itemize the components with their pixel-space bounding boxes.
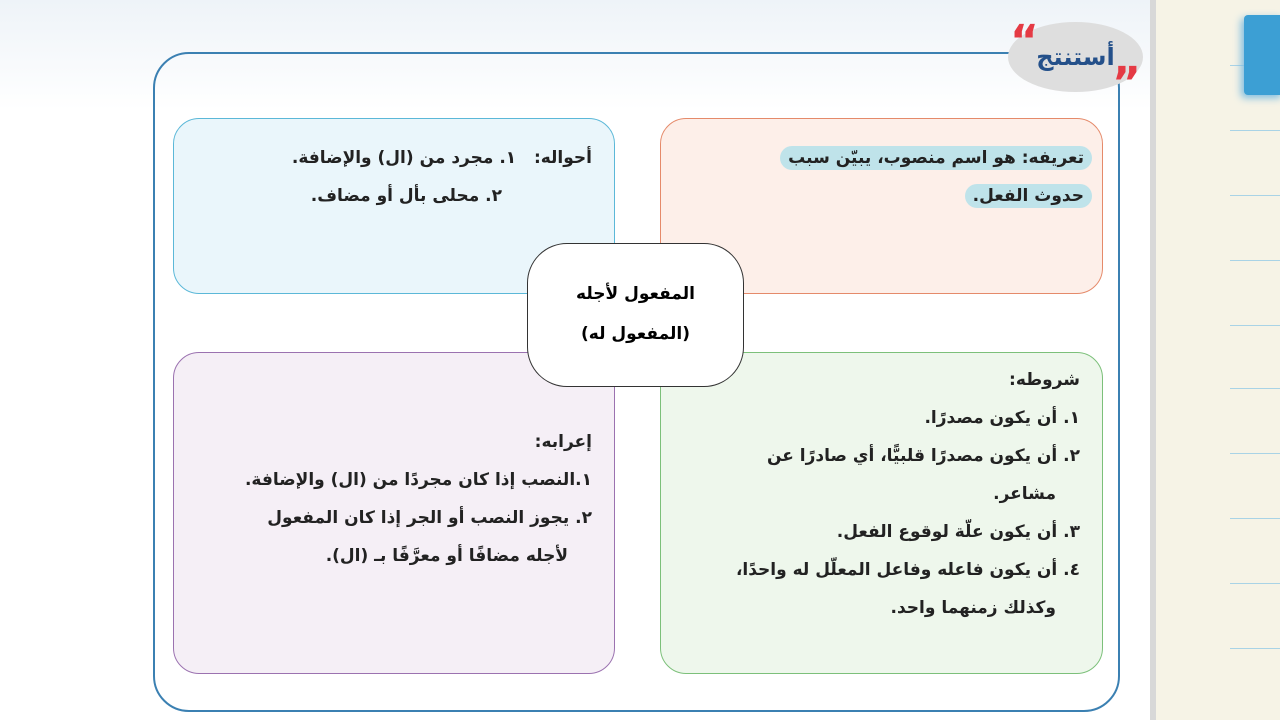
states-label: أحواله: — [533, 148, 592, 168]
rule-line — [1230, 453, 1280, 454]
page-tab — [1244, 15, 1280, 95]
center-subtitle: (المفعول له) — [581, 324, 690, 344]
next-page-margin — [1156, 0, 1280, 720]
rule-line — [1230, 518, 1280, 519]
conditions-line: ١. أن يكون مصدرًا. — [924, 408, 1080, 428]
open-quote-icon: “ — [1010, 16, 1039, 67]
rule-line — [1230, 388, 1280, 389]
conditions-box — [660, 352, 1103, 674]
parsing-line: ١.النصب إذا كان مجردًا من (ال) والإضافة. — [244, 470, 592, 490]
center-topic-box — [527, 243, 744, 387]
rule-line — [1230, 648, 1280, 649]
definition-line: حدوث الفعل. — [965, 184, 1092, 208]
rule-line — [1230, 130, 1280, 131]
definition-line: تعريفه: هو اسم منصوب، يبيّن سبب — [780, 146, 1092, 170]
rule-line — [1230, 195, 1280, 196]
conditions-line: مشاعر. — [993, 484, 1056, 504]
states-item: ٢. محلى بأل أو مضاف. — [310, 186, 502, 206]
parsing-box — [173, 352, 615, 674]
conditions-line: ٤. أن يكون فاعله وفاعل المعلّل له واحدًا، — [735, 560, 1080, 580]
rule-line — [1230, 583, 1280, 584]
conditions-line: وكذلك زمنهما واحد. — [890, 598, 1056, 618]
rule-line — [1230, 260, 1280, 261]
parsing-label: إعرابه: — [534, 432, 592, 452]
rule-line — [1230, 325, 1280, 326]
conditions-line: ٣. أن يكون علّة لوقوع الفعل. — [836, 522, 1080, 542]
conditions-label: شروطه: — [1009, 370, 1080, 390]
parsing-line: لأجله مضافًا أو معرَّفًا بـ (ال). — [325, 546, 568, 566]
states-item: ١. مجرد من (ال) والإضافة. — [291, 148, 517, 168]
conditions-line: ٢. أن يكون مصدرًا قلبيًّا، أي صادرًا عن — [766, 446, 1080, 466]
close-quote-icon: ” — [1112, 58, 1141, 109]
badge-label: أستنتج — [1036, 43, 1115, 71]
center-title: المفعول لأجله — [576, 284, 695, 304]
parsing-line: ٢. يجوز النصب أو الجر إذا كان المفعول — [267, 508, 592, 528]
